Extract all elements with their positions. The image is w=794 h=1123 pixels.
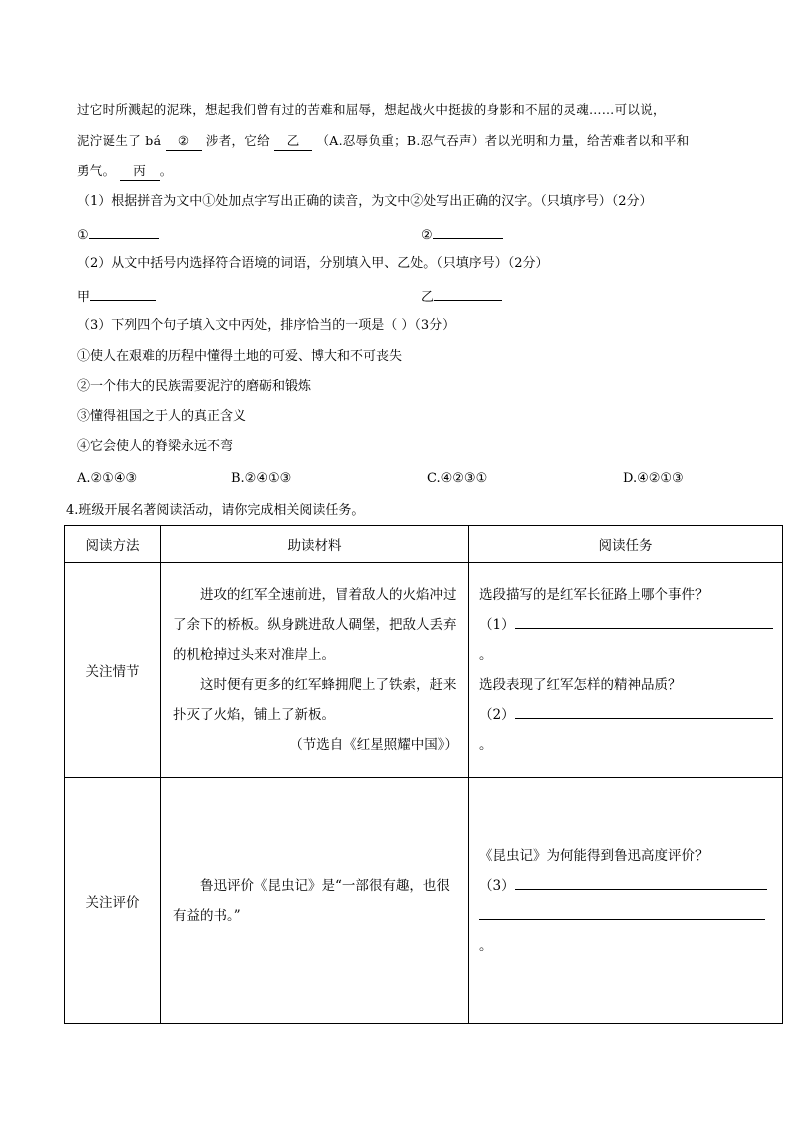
task-question: 《昆虫记》为何能得到鲁迅高度评价？ — [479, 847, 709, 864]
answer-blank[interactable] — [89, 224, 159, 239]
passage-text: 。 — [159, 163, 173, 178]
answer-line — [479, 700, 772, 730]
passage-text: 涉者，它给 — [205, 133, 270, 148]
passage-line-3 — [77, 162, 173, 181]
material-paragraph: 鲁迅评价《昆虫记》是“一部很有趣，也很有益的书。” — [173, 877, 450, 924]
table-row — [65, 563, 783, 778]
answer-label: 甲 — [77, 290, 91, 305]
answer-line — [479, 871, 772, 901]
answer-blank[interactable] — [479, 903, 765, 920]
table-row — [65, 778, 783, 1024]
pinyin-tone: á — [153, 133, 162, 148]
answer-blank[interactable] — [515, 873, 767, 890]
header-material: 助读材料 — [161, 526, 469, 563]
question-2: （2）从文中括号内选择符合语境的词语，分别填入甲、乙处。（只填序号）（2分） — [77, 256, 549, 271]
sentence-item: ①使人在艰难的历程中懂得土地的可爱、博大和不可丧失 — [77, 349, 403, 364]
task-question: 选段描写的是红军长征路上哪个事件？ — [479, 587, 709, 603]
answer-end: 。 — [479, 647, 493, 663]
blank-yi: 乙 — [274, 132, 312, 151]
option-b[interactable]: B.②④①③ — [231, 471, 292, 486]
answer-blank[interactable] — [433, 224, 503, 239]
sentence-item: ③懂得祖国之于人的真正含义 — [77, 409, 247, 424]
sentence-item: ②一个伟大的民族需要泥泞的磨砺和锻炼 — [77, 379, 312, 394]
answer-label: （1） — [479, 617, 515, 633]
question-3: （3）下列四个句子填入文中丙处，排序恰当的一项是（ ）（3分） — [77, 318, 456, 333]
method-cell: 关注评价 — [65, 778, 161, 1024]
header-task: 阅读任务 — [469, 526, 783, 563]
answer-blank[interactable] — [90, 286, 156, 301]
passage-line-2 — [77, 132, 689, 151]
task-question: 选段表现了红军怎样的精神品质？ — [479, 677, 682, 693]
passage-line-1: 过它时所溅起的泥珠，想起我们曾有过的苦难和屈辱，想起战火中挺拔的身影和不屈的灵魂……可以说， — [77, 102, 666, 117]
answer-label: ② — [421, 228, 433, 243]
question-4: 4.班级开展名著阅读活动，请你完成相关阅读任务。 — [66, 503, 365, 518]
passage-text: 泥泞诞生了 b — [77, 133, 154, 148]
task-cell — [469, 563, 783, 778]
passage-text: （A.忍辱负重；B.忍气吞声）者以光明和力量，给苦难者以和平和 — [316, 133, 690, 148]
answer-line — [479, 901, 772, 931]
method-cell: 关注情节 — [65, 563, 161, 778]
option-a[interactable]: A.②①④③ — [77, 471, 138, 486]
passage-text: 勇气。 — [77, 163, 116, 178]
answer-blank[interactable] — [434, 286, 502, 301]
answer-end: 。 — [479, 737, 493, 753]
answer-label: （2） — [479, 707, 515, 723]
answer-end: 。 — [479, 937, 493, 954]
material-paragraph: 这时便有更多的红军蜂拥爬上了铁索，赶来扑灭了火焰，铺上了新板。 — [173, 677, 457, 723]
answer-blank[interactable] — [515, 702, 773, 719]
answer-blank[interactable] — [515, 612, 773, 629]
table-header-row — [65, 526, 783, 563]
answer-label: （3） — [479, 877, 515, 894]
answer-line — [421, 224, 503, 245]
answer-line — [77, 224, 159, 245]
task-cell — [469, 778, 783, 1024]
answer-line — [421, 286, 502, 307]
option-d[interactable]: D.④②①③ — [623, 471, 684, 486]
blank-2: ② — [166, 132, 202, 151]
material-cell — [161, 563, 469, 778]
answer-line — [479, 610, 772, 640]
answer-line — [77, 286, 156, 307]
material-cell — [161, 778, 469, 1024]
reading-task-table — [64, 525, 783, 1024]
answer-label: 乙 — [421, 290, 435, 305]
header-method: 阅读方法 — [65, 526, 161, 563]
option-c[interactable]: C.④②③① — [427, 471, 488, 486]
sentence-item: ④它会使人的脊梁永远不弯 — [77, 439, 234, 454]
question-1: （1）根据拼音为文中①处加点字写出正确的读音，为文中②处写出正确的汉字。（只填序号）（2分） — [77, 194, 653, 209]
material-paragraph: 进攻的红军全速前进，冒着敌人的火焰冲过了余下的桥板。纵身跳进敌人碉堡，把敌人丢弃的机枪掉过头来对准岸上。 — [173, 587, 457, 663]
material-source: （节选自《红星照耀中国》） — [289, 737, 458, 753]
blank-bing: 丙 — [120, 162, 160, 181]
answer-label: ① — [77, 228, 89, 243]
